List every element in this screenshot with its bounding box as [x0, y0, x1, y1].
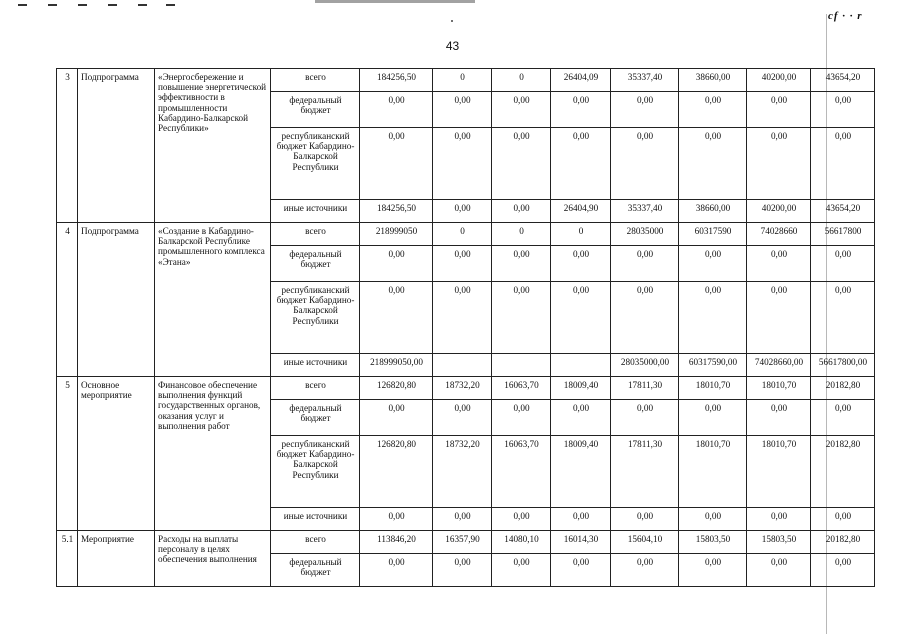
amount-cell: 0,00 [747, 282, 811, 354]
item-description: «Создание в Кабардино-Балкарской Республике промышленного комплекса «Этана» [155, 223, 271, 377]
amount-cell: 0 [433, 223, 492, 246]
item-number: 3 [57, 69, 78, 223]
funding-source: всего [271, 377, 360, 400]
funding-source: республиканский бюджет Кабардино-Балкарской Республики [271, 282, 360, 354]
funding-source: федеральный бюджет [271, 554, 360, 587]
amount-cell: 0,00 [433, 400, 492, 436]
amount-cell: 0,00 [679, 508, 747, 531]
amount-cell: 38660,00 [679, 200, 747, 223]
amount-cell: 0,00 [747, 554, 811, 587]
amount-cell: 0,00 [611, 508, 679, 531]
amount-cell: 18009,40 [551, 436, 611, 508]
amount-cell: 0,00 [747, 400, 811, 436]
amount-cell: 0 [551, 223, 611, 246]
amount-cell: 184256,50 [360, 200, 433, 223]
amount-cell: 113846,20 [360, 531, 433, 554]
amount-cell: 20182,80 [811, 531, 875, 554]
amount-cell: 0,00 [611, 92, 679, 128]
amount-cell: 28035000 [611, 223, 679, 246]
amount-cell: 0,00 [360, 554, 433, 587]
amount-cell: 0,00 [433, 246, 492, 282]
amount-cell: 0,00 [492, 246, 551, 282]
amount-cell: 0,00 [551, 246, 611, 282]
amount-cell: 0,00 [551, 92, 611, 128]
amount-cell: 18010,70 [679, 436, 747, 508]
amount-cell: 15604,10 [611, 531, 679, 554]
amount-cell: 16063,70 [492, 377, 551, 400]
amount-cell: 0,00 [433, 200, 492, 223]
scan-smudge [315, 0, 475, 3]
amount-cell: 0,00 [551, 282, 611, 354]
item-type: Мероприятие [78, 531, 155, 587]
amount-cell: 0,00 [747, 92, 811, 128]
amount-cell: 0,00 [433, 92, 492, 128]
amount-cell: 184256,50 [360, 69, 433, 92]
item-type: Основное мероприятие [78, 377, 155, 531]
amount-cell: 18010,70 [679, 377, 747, 400]
funding-source: федеральный бюджет [271, 92, 360, 128]
funding-source: республиканский бюджет Кабардино-Балкарской Республики [271, 436, 360, 508]
top-edge-dashes [18, 0, 168, 10]
amount-cell: 0,00 [611, 246, 679, 282]
table-row [57, 69, 875, 92]
amount-cell: 0,00 [611, 282, 679, 354]
funding-source: федеральный бюджет [271, 400, 360, 436]
amount-cell [492, 354, 551, 377]
page-number: 43 [445, 39, 460, 53]
amount-cell: 60317590,00 [679, 354, 747, 377]
funding-source: иные источники [271, 508, 360, 531]
item-number: 5.1 [57, 531, 78, 587]
corner-handwritten-mark: cf · · r [828, 10, 863, 22]
amount-cell: 0,00 [360, 128, 433, 200]
amount-cell: 0 [433, 69, 492, 92]
amount-cell: 0,00 [811, 554, 875, 587]
amount-cell: 15803,50 [747, 531, 811, 554]
funding-source: иные источники [271, 200, 360, 223]
scan-dot [451, 20, 453, 22]
table-row [57, 531, 875, 554]
amount-cell: 17811,30 [611, 377, 679, 400]
budget-table [56, 68, 875, 587]
amount-cell [551, 354, 611, 377]
amount-cell: 0 [492, 69, 551, 92]
amount-cell: 60317590 [679, 223, 747, 246]
amount-cell: 56617800 [811, 223, 875, 246]
amount-cell: 38660,00 [679, 69, 747, 92]
item-number: 4 [57, 223, 78, 377]
amount-cell: 18009,40 [551, 377, 611, 400]
amount-cell: 0,00 [747, 128, 811, 200]
amount-cell: 0,00 [492, 92, 551, 128]
amount-cell: 0,00 [492, 400, 551, 436]
amount-cell: 0 [492, 223, 551, 246]
amount-cell: 43654,20 [811, 69, 875, 92]
item-type: Подпрограмма [78, 69, 155, 223]
amount-cell: 28035000,00 [611, 354, 679, 377]
amount-cell: 0,00 [811, 508, 875, 531]
amount-cell: 0,00 [551, 400, 611, 436]
amount-cell: 74028660,00 [747, 354, 811, 377]
funding-source: всего [271, 531, 360, 554]
amount-cell: 0,00 [433, 128, 492, 200]
amount-cell: 0,00 [492, 128, 551, 200]
amount-cell: 20182,80 [811, 377, 875, 400]
amount-cell: 0,00 [679, 128, 747, 200]
amount-cell: 0,00 [679, 400, 747, 436]
amount-cell: 0,00 [811, 282, 875, 354]
amount-cell: 0,00 [611, 400, 679, 436]
amount-cell: 35337,40 [611, 200, 679, 223]
item-type: Подпрограмма [78, 223, 155, 377]
amount-cell: 0,00 [433, 508, 492, 531]
amount-cell: 20182,80 [811, 436, 875, 508]
amount-cell: 35337,40 [611, 69, 679, 92]
funding-source: федеральный бюджет [271, 246, 360, 282]
amount-cell: 18732,20 [433, 377, 492, 400]
table-row [57, 377, 875, 400]
amount-cell: 0,00 [679, 554, 747, 587]
funding-source: иные источники [271, 354, 360, 377]
amount-cell: 218999050 [360, 223, 433, 246]
amount-cell: 0,00 [679, 282, 747, 354]
funding-source: республиканский бюджет Кабардино-Балкарской Республики [271, 128, 360, 200]
amount-cell: 40200,00 [747, 200, 811, 223]
amount-cell: 0,00 [492, 508, 551, 531]
amount-cell: 0,00 [433, 282, 492, 354]
amount-cell: 0,00 [360, 92, 433, 128]
amount-cell: 26404,09 [551, 69, 611, 92]
funding-source: всего [271, 69, 360, 92]
amount-cell: 56617800,00 [811, 354, 875, 377]
amount-cell: 0,00 [360, 282, 433, 354]
amount-cell: 0,00 [679, 92, 747, 128]
amount-cell: 0,00 [433, 554, 492, 587]
amount-cell: 18732,20 [433, 436, 492, 508]
amount-cell: 0,00 [747, 246, 811, 282]
amount-cell: 74028660 [747, 223, 811, 246]
item-description: «Энергосбережение и повышение энергетической эффективности в промышленности Кабардино-Балкарской Республики» [155, 69, 271, 223]
amount-cell: 14080,10 [492, 531, 551, 554]
item-number: 5 [57, 377, 78, 531]
amount-cell: 40200,00 [747, 69, 811, 92]
amount-cell: 0,00 [611, 554, 679, 587]
funding-source: всего [271, 223, 360, 246]
amount-cell: 0,00 [360, 246, 433, 282]
amount-cell: 17811,30 [611, 436, 679, 508]
amount-cell: 0,00 [611, 128, 679, 200]
amount-cell: 15803,50 [679, 531, 747, 554]
amount-cell: 0,00 [551, 508, 611, 531]
amount-cell: 0,00 [360, 400, 433, 436]
amount-cell: 0,00 [492, 282, 551, 354]
amount-cell: 16014,30 [551, 531, 611, 554]
amount-cell: 218999050,00 [360, 354, 433, 377]
amount-cell: 0,00 [811, 400, 875, 436]
amount-cell: 0,00 [811, 128, 875, 200]
amount-cell: 0,00 [811, 246, 875, 282]
amount-cell: 26404,90 [551, 200, 611, 223]
amount-cell: 0,00 [747, 508, 811, 531]
amount-cell: 16357,90 [433, 531, 492, 554]
item-description: Расходы на выплаты персоналу в целях обеспечения выполнения [155, 531, 271, 587]
amount-cell: 0,00 [811, 92, 875, 128]
amount-cell: 0,00 [551, 128, 611, 200]
item-description: Финансовое обеспечение выполнения функций государственных органов, оказания услуг и выполнения работ [155, 377, 271, 531]
table-row [57, 223, 875, 246]
amount-cell [433, 354, 492, 377]
amount-cell: 43654,20 [811, 200, 875, 223]
amount-cell: 0,00 [551, 554, 611, 587]
amount-cell: 0,00 [492, 200, 551, 223]
amount-cell: 16063,70 [492, 436, 551, 508]
amount-cell: 126820,80 [360, 377, 433, 400]
amount-cell: 0,00 [360, 508, 433, 531]
amount-cell: 0,00 [492, 554, 551, 587]
amount-cell: 126820,80 [360, 436, 433, 508]
amount-cell: 0,00 [679, 246, 747, 282]
amount-cell: 18010,70 [747, 436, 811, 508]
amount-cell: 18010,70 [747, 377, 811, 400]
